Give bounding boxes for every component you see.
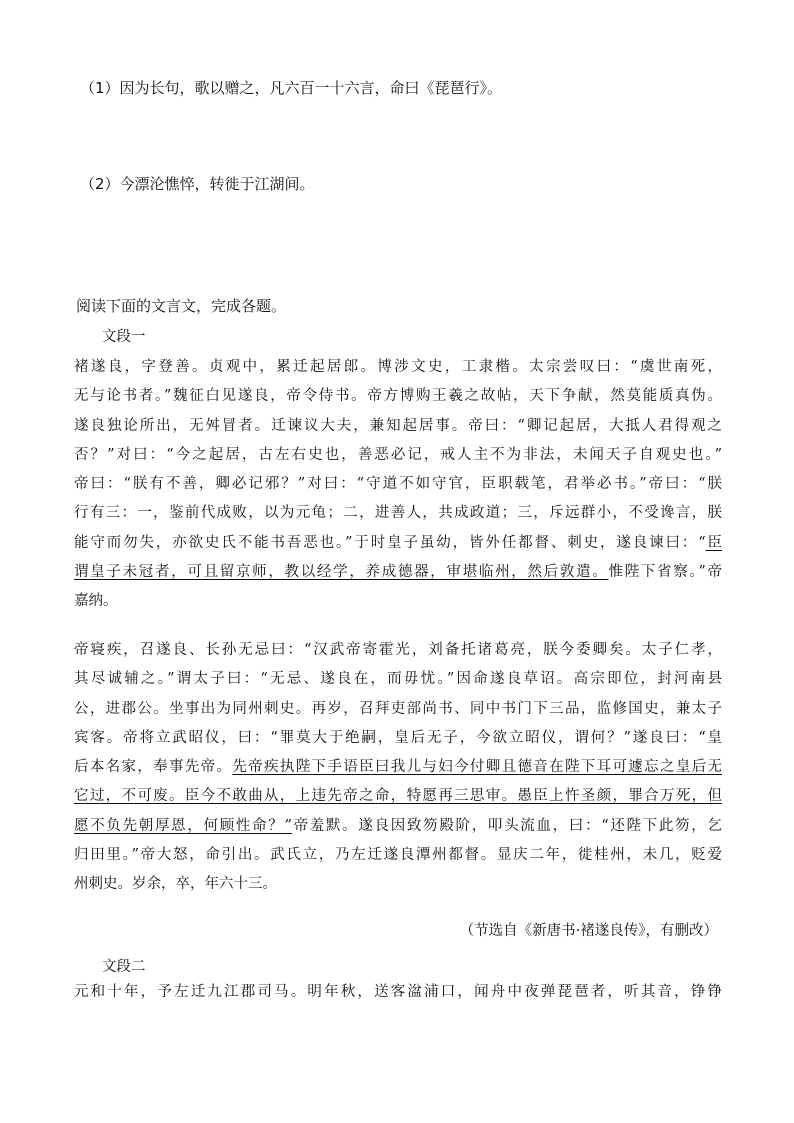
underlined-sentence: 先帝疾执陛下手语臣曰我儿与妇今付卿且德音在陛下耳可遽忘之皇后无 [232,759,722,776]
text-segment: 帝羞默。遂良因致笏殿阶，叩头流血，曰：“还陛下此笏，乞 [291,817,722,834]
passage1-paragraph1 [74,353,722,617]
underlined-sentence: 愿不负先朝厚恩，何顾性命？” [74,817,292,834]
text-line: 州刺史。岁余，卒，年六十三。 [74,876,277,893]
text-line [74,558,722,587]
text-line: 其尽诚辅之。”谓太子曰：“无忌、遂良在，而毋忧。”因命遂良草诏。高宗即位，封河南县 [74,671,722,688]
text-line [74,782,722,811]
underlined-sentence: 它过，不可废。臣今不敢曲从，上违先帝之命，特愿再三思审。 [74,788,518,805]
question-2: （2）今漂沦憔悴，转徙于江湖间。 [80,175,315,193]
text-segment: 后本名家，奉事先帝。 [74,759,233,776]
text-line [74,529,722,558]
underlined-sentence: 愚臣上忤圣颜，罪合万死，但 [517,788,722,805]
text-line: 褚遂良，字登善。贞观中，累迁起居郎。博涉文史，工隶楷。太宗尝叹曰：“虞世南死， [74,359,722,375]
text-line: 元和十年，予左迁九江郡司马。明年秋，送客湓浦口，闻舟中夜弹琵琶者，听其音，铮铮 [74,984,722,1000]
passage1-source: （节选自《新唐书·褚遂良传》，有删改） [459,923,718,939]
text-line: 归田里。”帝大怒，命引出。武氏立，乃左迁遂良潭州都督。显庆二年，徙桂州，未几，贬爱 [74,847,722,864]
passage2-paragraph1 [74,978,722,1007]
passage2-heading: 文段二 [102,959,146,975]
passage1-paragraph2 [74,636,722,900]
text-segment: 能守而勿失，亦欲史氏不能书吾恶也。”于时皇子虽幼，皆外任都督、刺史，遂良谏曰：“ [74,534,706,551]
text-line: 宾客。帝将立武昭仪，曰：“罪莫大于绝嗣，皇后无子，今欲立昭仪，谓何？”遂良曰：“皇 [74,729,722,746]
text-line: 行有三：一，鉴前代成败，以为元龟；二，进善人，共成政道；三，斥远群小，不受谗言，朕 [74,505,722,522]
passage1-heading: 文段一 [102,329,146,345]
text-line: 帝寝疾，召遂良、长孙无忌曰：“汉武帝寄霍光，刘备托诸葛亮，朕今委卿矣。太子仁孝， [74,642,722,658]
text-line [74,812,722,841]
text-line: 否？”对曰：“今之起居，古左右史也，善恶必记，戒人主不为非法，未闻天子自观史也。” [74,446,722,463]
underlined-sentence: 谓皇子未冠者，可且留京师，教以经学，养成德器，审堪临州，然后敦遣。 [74,564,609,581]
text-line: 无与论书者。”魏征白见遂良，帝令侍书。帝方博购王羲之故帖，天下争献，然莫能质真伪。 [74,388,722,405]
text-line: 遂良独论所出，无舛冒者。迁谏议大夫，兼知起居事。帝曰：“卿记起居，大抵人君得观之 [74,417,722,434]
question-1: （1）因为长句，歌以赠之，凡六百一十六言，命曰《琵琶行》。 [80,79,503,97]
reading-instruction: 阅读下面的文言文，完成各题。 [76,297,287,315]
text-line: 嘉纳。 [74,593,118,610]
text-line: 公，进郡公。坐事出为同州刺史。再岁，召拜吏部尚书、同中书门下三品，监修国史，兼太子 [74,700,722,717]
text-line: 帝曰：“朕有不善，卿必记邪？”对曰：“守道不如守官，臣职载笔，君举必书。”帝曰：“朕 [74,476,722,493]
underlined-sentence: 臣 [705,534,722,551]
text-segment: 惟陛下省察。”帝 [608,564,722,581]
text-line [74,753,722,782]
